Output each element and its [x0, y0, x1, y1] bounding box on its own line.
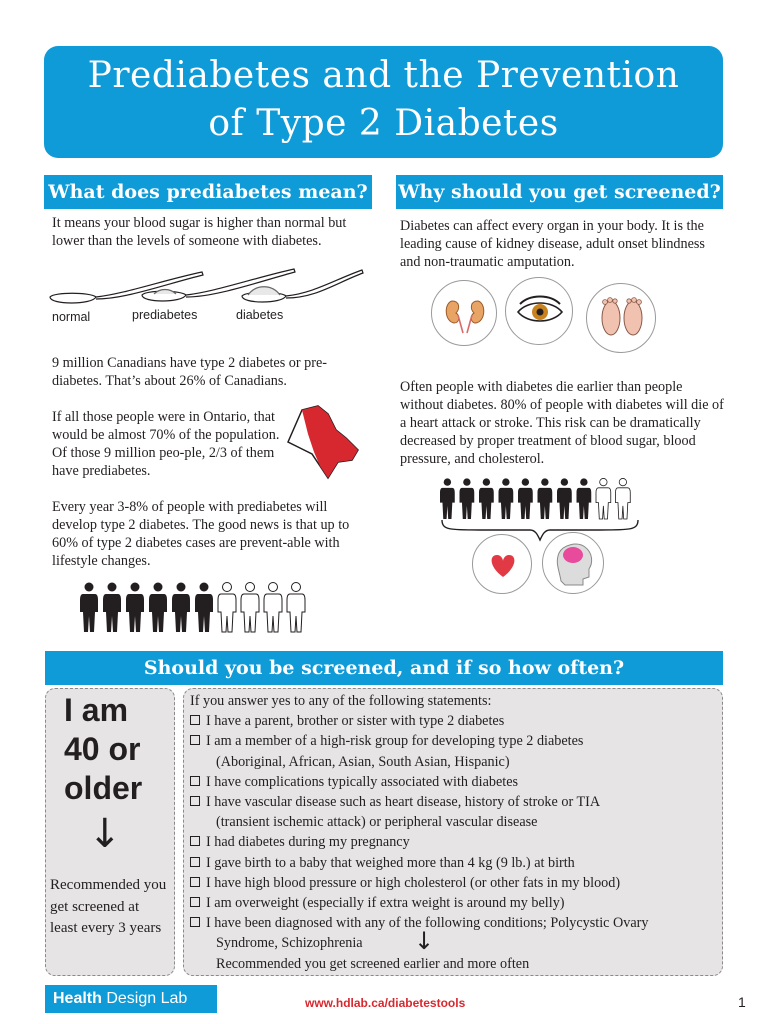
spoon-diabetes-icon	[242, 270, 363, 302]
risk-factors-panel	[183, 688, 723, 976]
organ-effects-text: Diabetes can affect every organ in your body. It is the leading cause of kidney disease, adult onset blindness and non-traumatic amputation.	[400, 218, 705, 270]
risk-item: I have a parent, brother or sister with type 2 diabetes	[190, 711, 720, 731]
bracket-divider	[440, 516, 640, 544]
section-heading-screening: Should you be screened, and if so how often?	[45, 651, 723, 685]
checkbox[interactable]	[190, 877, 200, 887]
page-number: 1	[738, 994, 746, 1010]
canadians-statistic: 9 million Canadians have type 2 diabetes or pre-diabetes. That’s about 26% of Canadians.	[52, 355, 328, 389]
risk-item-continued: (Aboriginal, African, Asian, South Asian, Hispanic)	[216, 753, 510, 770]
eye-icon	[505, 277, 573, 345]
risk-item: I have been diagnosed with any of the following conditions; Polycystic Ovary	[190, 913, 720, 933]
risk-item-continued: Syndrome, Schizophrenia	[216, 935, 363, 952]
person-outline-icon	[241, 583, 259, 633]
age-line-1: I am	[64, 692, 129, 728]
risk-item: I have vascular disease such as heart disease, history of stroke or TIA	[190, 792, 720, 812]
person-filled-icon	[577, 478, 592, 519]
risk-item: I am overweight (especially if extra weight is around my belly)	[190, 893, 720, 913]
page-title-line2: of Type 2 Diabetes	[208, 103, 559, 144]
checkbox[interactable]	[190, 917, 200, 927]
risk-item: I have complications typically associated with diabetes	[190, 772, 720, 792]
health-design-lab-logo	[45, 985, 217, 1013]
logo-rest: Design Lab	[101, 990, 188, 1007]
checkbox[interactable]	[190, 796, 200, 806]
age-panel	[45, 688, 175, 976]
person-outline-icon	[218, 583, 236, 633]
down-arrow-icon: ↓	[88, 811, 122, 857]
person-filled-icon	[80, 583, 98, 633]
risk-item-continued: (transient ischemic attack) or peripheral vascular disease	[216, 814, 538, 831]
feet-icon	[586, 283, 656, 353]
ontario-map-icon	[284, 404, 364, 484]
risk-item: I gave birth to a baby that weighed more than 4 kg (9 lb.) at birth	[190, 853, 720, 873]
checkbox[interactable]	[190, 897, 200, 907]
ontario-statistic: If all those people were in Ontario, that would be almost 70% of the population. Of those 9 million peo-ple, 2/3 of them have prediabetes.	[52, 409, 280, 479]
person-filled-icon	[538, 478, 553, 519]
person-filled-icon	[195, 583, 213, 633]
heart-icon	[472, 534, 532, 594]
people-figures-left	[80, 582, 310, 634]
spoon-label-prediabetes: prediabetes	[132, 308, 198, 322]
checkbox[interactable]	[190, 776, 200, 786]
spoon-label-normal: normal	[52, 310, 91, 324]
section-heading-prediabetes: What does prediabetes mean?	[44, 175, 372, 209]
person-filled-icon	[149, 583, 167, 633]
title-banner	[44, 46, 723, 158]
risk-item: I had diabetes during my pregnancy	[190, 832, 720, 852]
person-outline-icon	[616, 478, 631, 519]
checkbox[interactable]	[190, 735, 200, 745]
age-line-3: older	[64, 770, 143, 806]
page-title-line1: Prediabetes and the Prevention	[87, 55, 680, 96]
risk-recommendation: Recommended you get screened earlier and more often	[216, 955, 530, 972]
mortality-text: Often people with diabetes die earlier than people without diabetes. 80% of people with diabetes will die of a heart attack or stroke. This risk can be dramatically decreased by proper treatment of blood sugar, blood pressure, and cholesterol.	[400, 379, 724, 467]
logo-bold: Health	[53, 990, 102, 1007]
person-filled-icon	[172, 583, 190, 633]
person-filled-icon	[440, 478, 455, 519]
age-recommendation: Recommended you get screened at least every 3 years	[50, 877, 167, 936]
prevention-statistic: Every year 3-8% of people with prediabetes will develop type 2 diabetes. The good news is that up to 60% of type 2 diabetes cases are prevent-able with lifestyle changes.	[52, 499, 350, 569]
person-filled-icon	[479, 478, 494, 519]
checkbox[interactable]	[190, 836, 200, 846]
prediabetes-definition: It means your blood sugar is higher than normal but lower than the levels of someone with diabetes.	[52, 215, 347, 249]
down-arrow-icon: ↓	[414, 927, 435, 955]
person-filled-icon	[103, 583, 121, 633]
checkbox[interactable]	[190, 857, 200, 867]
risk-item: I have high blood pressure or high cholesterol (or other fats in my blood)	[190, 873, 720, 893]
spoons-illustration	[44, 264, 374, 326]
spoon-label-diabetes: diabetes	[236, 308, 284, 322]
checkbox[interactable]	[190, 715, 200, 725]
person-filled-icon	[126, 583, 144, 633]
person-outline-icon	[596, 478, 611, 519]
section-heading-screening-reasons: Why should you get screened?	[396, 175, 723, 209]
risk-intro: If you answer yes to any of the following statements:	[190, 693, 492, 709]
person-filled-icon	[518, 478, 533, 519]
person-filled-icon	[557, 478, 572, 519]
age-line-2: 40 or	[64, 731, 141, 767]
person-outline-icon	[287, 583, 305, 633]
kidneys-icon	[431, 280, 497, 346]
person-filled-icon	[460, 478, 475, 519]
person-filled-icon	[499, 478, 514, 519]
person-outline-icon	[264, 583, 282, 633]
brain-icon	[542, 532, 604, 594]
footer-url-link[interactable]: www.hdlab.ca/diabetestools	[305, 996, 466, 1010]
risk-item: I am a member of a high-risk group for developing type 2 diabetes	[190, 731, 720, 751]
